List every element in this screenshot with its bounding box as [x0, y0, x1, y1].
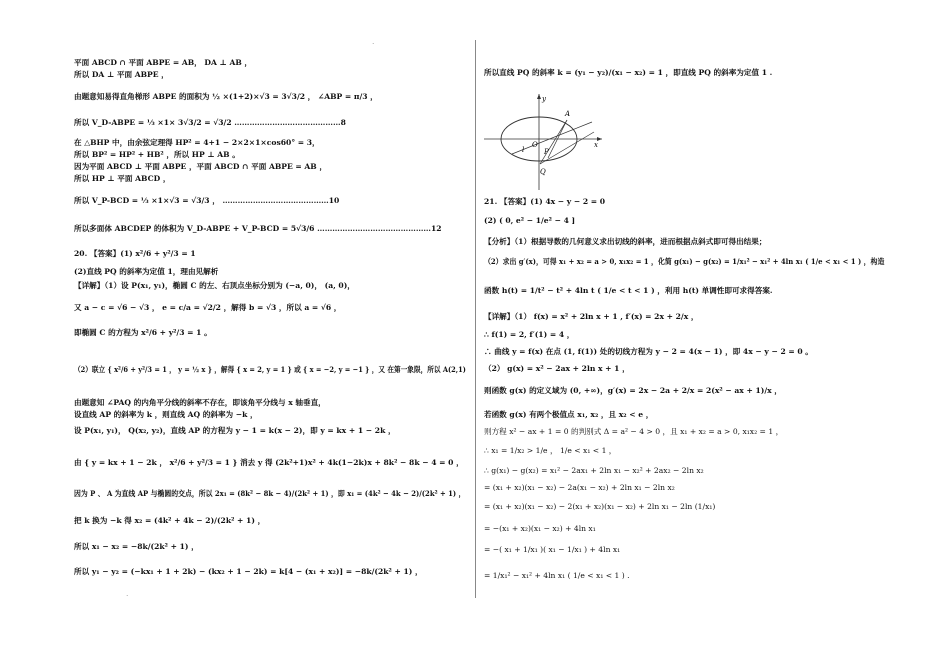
- left-text-line: 所以 DA ⊥ 平面 ABPE ，: [74, 70, 169, 79]
- left-text-line: 所以 HP ⊥ 平面 ABCD ，: [74, 174, 171, 183]
- fig-label-a: A: [565, 110, 571, 118]
- right-text-line: = (x₁ + x₂)(x₁ − x₂) − 2(x₁ + x₂)(x₁ − x₂) + 2ln x₁ − 2ln (1/x₁): [484, 502, 716, 511]
- fig-label-p: P: [544, 148, 549, 156]
- left-text-line: 所以多面体 ABCDEP 的体积为 V_D-ABPE + V_P-BCD = 5√3/6 ………………………………………12: [74, 224, 442, 233]
- left-text-line: 所以 x₁ − x₂ = −8k/(2k² + 1) ，: [74, 542, 199, 551]
- left-text-line: 20. 【答案】(1) x²/6 + y²/3 = 1: [74, 249, 196, 258]
- fig-label-q: Q: [540, 168, 546, 176]
- left-text-line: 所以 y₁ − y₂ = (−kx₁ + 1 + 2k) − (kx₂ + 1 − 2k) = k[4 − (x₁ + x₂)] = −8k/(2k² + 1) ，: [74, 567, 423, 576]
- left-text-line: 由题意知易得直角梯形 ABPE 的面积为 ½ ×(1+2)×√3 = 3√3/2 ， ∠ABP = π/3 ，: [74, 92, 378, 101]
- bottom-dot: ·: [126, 592, 129, 600]
- right-text-line: (2) ( 0, e² − 1/e² − 4 ]: [484, 216, 576, 225]
- right-text-line: = −( x₁ + 1/x₁ )( x₁ − 1/x₁ ) + 4ln x₁: [484, 545, 621, 554]
- right-text-line: 所以直线 PQ 的斜率 k = (y₁ − y₂)/(x₁ − x₂) = 1 ，即直线 PQ 的斜率为定值 1 .: [484, 68, 773, 77]
- fig-label-o: O: [532, 141, 538, 149]
- right-text-line: ∴ f(1) = 2, f′(1) = 4 ，: [484, 330, 575, 339]
- left-text-line: 因为 P 、 A 为直线 AP 与椭圆的交点，所以 2x₁ = (8k² − 8k − 4)/(2k² + 1) ，即 x₁ = (4k² − 4k − 2)/(2k² + 1) ，: [74, 489, 466, 498]
- left-text-line: 把 k 换为 −k 得 x₂ = (4k² + 4k − 2)/(2k² + 1) ，: [74, 516, 266, 525]
- right-text-line: ∴ x₁ = 1/x₂ > 1/e ， 1/e < x₁ < 1 ，: [484, 446, 617, 455]
- left-text-line: 设直线 AP 的斜率为 k ，则直线 AQ 的斜率为 −k ，: [74, 410, 258, 419]
- fig-label-y: y: [542, 95, 546, 103]
- right-text-line: ∴ g(x₁) − g(x₂) = x₁² − 2ax₁ + 2ln x₁ − x₂² + 2ax₂ − 2ln x₂: [484, 466, 704, 475]
- right-text-line: = (x₁ + x₂)(x₁ − x₂) − 2a(x₁ − x₂) + 2ln x₁ − 2ln x₂: [484, 483, 675, 492]
- top-dot: ·: [372, 40, 375, 48]
- right-text-line: ∴ 曲线 y = f(x) 在点 (1, f(1)) 处的切线方程为 y − 2 = 4(x − 1) ，即 4x − y − 2 = 0 。: [484, 347, 813, 356]
- y-axis-arrow-icon: [537, 94, 541, 99]
- right-text-line: （2） g(x) = x² − 2ax + 2ln x + 1 ，: [484, 364, 630, 373]
- right-text-line: 21. 【答案】(1) 4x − y − 2 = 0: [484, 197, 606, 206]
- right-text-line: = −(x₁ + x₂)(x₁ − x₂) + 4ln x₁: [484, 524, 596, 533]
- left-text-line: 平面 ABCD ∩ 平面 ABPE = AB， DA ⊥ AB ，: [74, 58, 253, 67]
- right-text-line: 则方程 x² − ax + 1 = 0 的判别式 Δ = a² − 4 > 0 ，且 x₁ + x₂ = a > 0, x₁x₂ = 1 ，: [484, 427, 784, 436]
- left-text-line: 在 △BHP 中，由余弦定理得 HP² = 4+1 − 2×2×1×cos60° = 3，: [74, 138, 320, 147]
- right-text-line: 则函数 g(x) 的定义域为 (0, +∞)，g′(x) = 2x − 2a + 2/x = 2(x² − ax + 1)/x ，: [484, 386, 782, 395]
- left-text-line: 由题意知 ∠PAQ 的内角平分线的斜率不存在，即该角平分线与 x 轴垂直，: [74, 398, 326, 407]
- right-text-line: 若函数 g(x) 有两个极值点 x₁, x₂ ，且 x₂ < e ，: [484, 410, 654, 419]
- left-text-line: 即椭圆 C 的方程为 x²/6 + y²/3 = 1 。: [74, 328, 212, 337]
- left-text-line: 设 P(x₁, y₁)， Q(x₂, y₂)，直线 AP 的方程为 y − 1 = k(x − 2)，即 y = kx + 1 − 2k ，: [74, 426, 396, 435]
- fig-label-x: x: [594, 141, 598, 149]
- column-divider: [475, 40, 476, 598]
- left-text-line: 又 a − c = √6 − √3 ， e = c/a = √2/2 ，解得 b = √3 ，所以 a = √6 ，: [74, 303, 342, 312]
- left-text-line: 所以 BP² = HP² + HB² ，所以 HP ⊥ AB 。: [74, 150, 240, 159]
- left-text-line: 因为平面 ABCD ⊥ 平面 ABPE ，平面 ABCD ∩ 平面 ABPE = AB ，: [74, 162, 327, 171]
- left-text-line: 所以 V_P-BCD = ⅓ ×1×√3 = √3/3 ， ……………………………………10: [74, 196, 340, 205]
- left-text-line: 【详解】（1）设 P(x₁, y₁)，椭圆 C 的左、右顶点坐标分别为 (−a, 0)， (a, 0)，: [74, 281, 355, 290]
- left-text-line: (2)直线 PQ 的斜率为定值 1，理由见解析: [74, 267, 219, 276]
- ellipse-figure: [482, 92, 604, 192]
- right-text-line: = 1/x₁² − x₁² + 4ln x₁ ( 1/e < x₁ < 1 ) .: [484, 571, 630, 580]
- fig-label-l: l: [522, 146, 525, 154]
- right-text-line: 【详解】（1） f(x) = x² + 2ln x + 1 , f′(x) = 2x + 2/x ，: [484, 312, 699, 321]
- line-ap: [540, 120, 567, 164]
- right-text-line: （2）求出 g′(x)，可得 x₁ + x₂ = a > 0, x₁x₂ = 1 ，化简 g(x₁) − g(x₂) = 1/x₁² − x₁² + 4ln x₁ ( 1/e < x₁ < 1 ) ，构造: [484, 257, 885, 266]
- left-text-line: 由 { y = kx + 1 − 2k ， x²/6 + y²/3 = 1 } 消去 y 得 (2k²+1)x² + 4k(1−2k)x + 8k² − 8k − 4 = 0 ，: [74, 458, 464, 467]
- right-text-line: 【分析】（1）根据导数的几何意义求出切线的斜率，进而根据点斜式即可得出结果；: [484, 237, 767, 246]
- left-text-line: （2）联立 { x²/6 + y²/3 = 1 ， y = ½ x } ，解得 { x = 2, y = 1 } 或 { x = −2, y = −1 } ，又 在第一象限，所以 A(2,1): [74, 365, 466, 374]
- left-text-line: 所以 V_D-ABPE = ⅓ ×1× 3√3/2 = √3/2 ……………………………………8: [74, 118, 346, 127]
- right-text-line: 函数 h(t) = 1/t² − t² + 4ln t ( 1/e < t < 1 ) ，利用 h(t) 单调性即可求得答案.: [484, 286, 773, 295]
